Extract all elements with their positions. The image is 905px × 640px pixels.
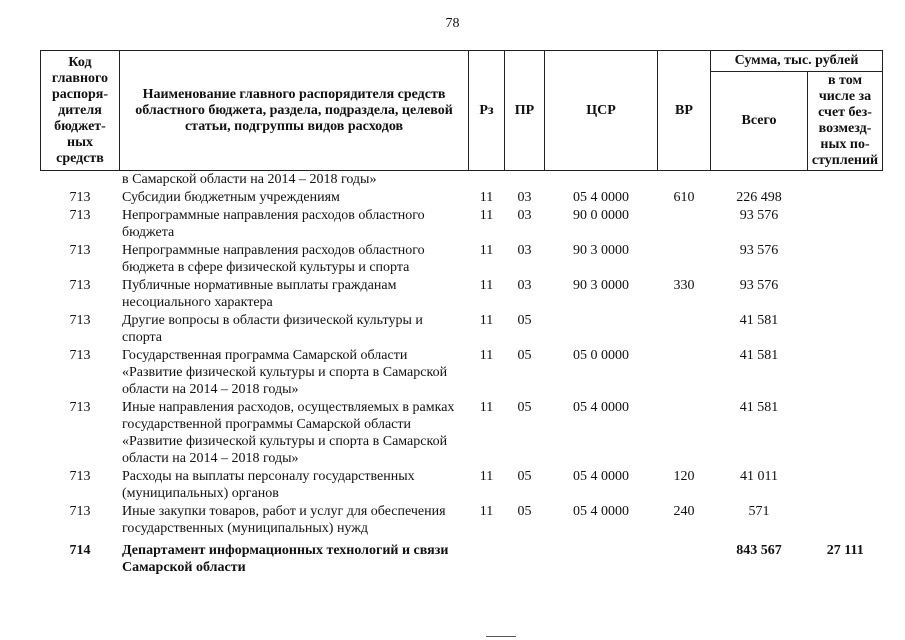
cell-name: Непрограммные направления расходов областного бюджета	[122, 208, 425, 240]
cell-total: 41 581	[739, 348, 779, 363]
table-row	[41, 242, 883, 277]
cell-name: Публичные нормативные выплаты гражданам несоциального характера	[122, 278, 397, 310]
cell-code: 713	[69, 469, 91, 484]
cell-pr: 05	[517, 348, 532, 363]
cell-csr: 05 4 0000	[573, 190, 629, 205]
cell-name: в Самарской области на 2014 – 2018 годы»	[122, 172, 377, 187]
cell-total: 41 581	[739, 313, 779, 328]
cell-code	[41, 171, 120, 190]
header-vr: ВР	[658, 51, 711, 171]
cell-code: 713	[69, 313, 91, 328]
cell-free	[808, 242, 883, 277]
cell-pr: 03	[517, 208, 532, 223]
footer-line	[486, 636, 516, 637]
header-rz: Рз	[469, 51, 505, 171]
table-row	[41, 189, 883, 207]
budget-table	[40, 50, 883, 577]
cell-total: 93 576	[739, 243, 779, 258]
cell-rz: 11	[479, 190, 494, 205]
cell-pr: 05	[517, 313, 532, 328]
cell-pr	[505, 171, 545, 190]
table-row	[41, 207, 883, 242]
cell-free	[808, 399, 883, 468]
header-csr: ЦСР	[545, 51, 658, 171]
cell-rz: 11	[479, 208, 494, 223]
table-row	[41, 312, 883, 347]
header-code: Код главного распоря-дителя бюджет-ных средств	[41, 51, 120, 171]
cell-rz: 11	[479, 313, 494, 328]
cell-total: 41 581	[739, 400, 779, 415]
page-number: 78	[445, 16, 460, 31]
cell-total: 571	[748, 504, 770, 519]
cell-name: Иные направления расходов, осуществляемых в рамках государственной программы Самарской области «Развитие физической культуры и спорта в Самарской области на 2014 – 2018 годы»	[122, 400, 455, 466]
cell-free	[808, 171, 883, 190]
cell-csr: 90 3 0000	[573, 278, 629, 293]
cell-pr	[505, 538, 545, 577]
cell-csr: 05 4 0000	[573, 504, 629, 519]
cell-name: Субсидии бюджетным учреждениям	[122, 190, 340, 205]
cell-name: Иные закупки товаров, работ и услуг для обеспечения государственных (муниципальных) нужд	[122, 504, 446, 536]
cell-csr	[545, 171, 658, 190]
cell-rz: 11	[479, 504, 494, 519]
cell-pr: 05	[517, 400, 532, 415]
cell-free: 27 111	[826, 543, 864, 558]
cell-name: Государственная программа Самарской области «Развитие физической культуры и спорта в Самарской области на 2014 – 2018 годы»	[122, 348, 448, 397]
cell-pr: 03	[517, 278, 532, 293]
cell-csr: 05 0 0000	[573, 348, 629, 363]
cell-vr	[658, 312, 711, 347]
cell-vr	[658, 207, 711, 242]
header-name: Наименование главного распорядителя средств областного бюджета, раздела, подраздела, целевой статьи, подгруппы видов расходов	[120, 51, 469, 171]
cell-pr: 03	[517, 243, 532, 258]
cell-rz: 11	[479, 278, 494, 293]
cell-code: 713	[69, 504, 91, 519]
table-row	[41, 468, 883, 503]
header-sum: Сумма, тыс. рублей	[711, 51, 883, 72]
cell-total: 843 567	[736, 543, 782, 558]
cell-csr: 05 4 0000	[573, 400, 629, 415]
cell-csr: 90 0 0000	[573, 208, 629, 223]
cell-vr	[658, 171, 711, 190]
cell-vr: 610	[673, 190, 695, 205]
cell-total: 93 576	[739, 208, 779, 223]
cell-vr	[658, 347, 711, 399]
cell-free	[808, 347, 883, 399]
cell-free	[808, 468, 883, 503]
cell-vr	[658, 399, 711, 468]
cell-vr: 330	[673, 278, 695, 293]
cell-vr	[658, 538, 711, 577]
cell-name: Расходы на выплаты персоналу государственных (муниципальных) органов	[122, 469, 415, 501]
cell-pr: 05	[517, 504, 532, 519]
cell-code: 714	[69, 543, 91, 558]
cell-csr	[545, 538, 658, 577]
cell-name: Непрограммные направления расходов областного бюджета в сфере физической культуры и спорта	[122, 243, 425, 275]
header-free: в том числе за счет без-возмезд-ных по-ступлений	[808, 72, 883, 171]
cell-code: 713	[69, 400, 91, 415]
cell-code: 713	[69, 278, 91, 293]
header-total: Всего	[711, 72, 808, 171]
table-body	[41, 171, 883, 578]
table-row	[41, 399, 883, 468]
cell-code: 713	[69, 190, 91, 205]
cell-free	[808, 503, 883, 538]
cell-csr: 90 3 0000	[573, 243, 629, 258]
table-row	[41, 277, 883, 312]
cell-pr: 05	[517, 469, 532, 484]
cell-csr	[545, 312, 658, 347]
cell-code: 713	[69, 348, 91, 363]
cell-free	[808, 312, 883, 347]
cell-csr: 05 4 0000	[573, 469, 629, 484]
cell-rz: 11	[479, 400, 494, 415]
table-row	[41, 171, 883, 190]
cell-rz: 11	[479, 348, 494, 363]
cell-rz: 11	[479, 243, 494, 258]
cell-pr: 03	[517, 190, 532, 205]
cell-name: Другие вопросы в области физической культуры и спорта	[122, 313, 423, 345]
cell-rz	[469, 171, 505, 190]
cell-code: 713	[69, 243, 91, 258]
table-row	[41, 347, 883, 399]
cell-free	[808, 277, 883, 312]
cell-free	[808, 189, 883, 207]
cell-free	[808, 207, 883, 242]
table-row	[41, 538, 883, 577]
cell-total: 41 011	[740, 469, 778, 484]
cell-vr: 120	[673, 469, 695, 484]
cell-total: 93 576	[739, 278, 779, 293]
cell-vr	[658, 242, 711, 277]
cell-rz: 11	[479, 469, 494, 484]
header-pr: ПР	[505, 51, 545, 171]
cell-total: 226 498	[736, 190, 782, 205]
cell-vr: 240	[673, 504, 695, 519]
cell-name: Департамент информационных технологий и связи Самарской области	[122, 543, 449, 575]
cell-code: 713	[69, 208, 91, 223]
table-row	[41, 503, 883, 538]
cell-total	[711, 171, 808, 190]
cell-rz	[469, 538, 505, 577]
